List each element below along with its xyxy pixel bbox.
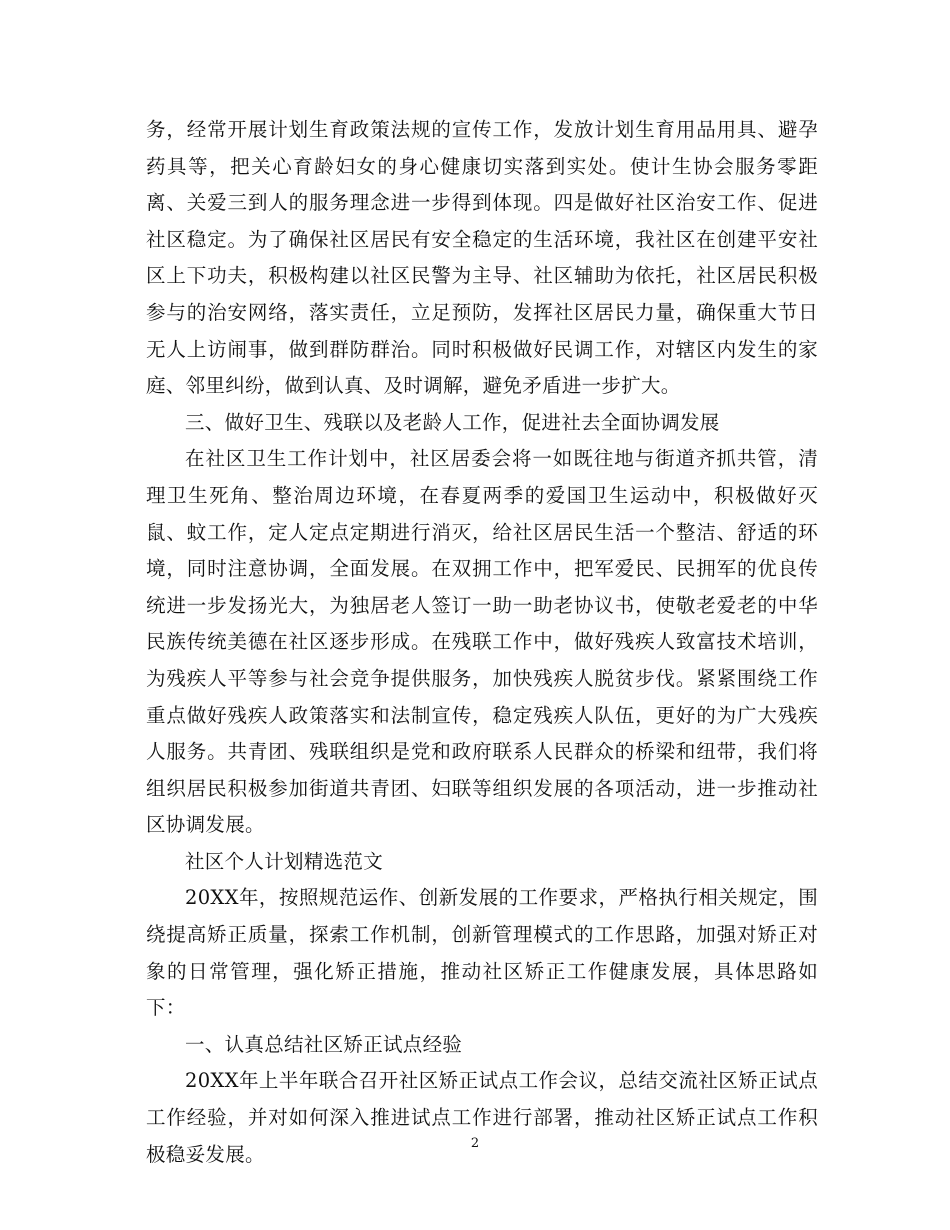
section-heading-one: 一、认真总结社区矫正试点经验 bbox=[185, 1032, 463, 1056]
document-body bbox=[146, 112, 818, 1173]
section-heading-three: 三、做好卫生、残联以及老龄人工作，促进社去全面协调发展 bbox=[185, 410, 720, 434]
article-title: 社区个人计划精选范文 bbox=[185, 849, 384, 873]
paragraph-continuation: 务，经常开展计划生育政策法规的宣传工作，发放计划生育用品用具、避孕药具等，把关心育龄妇女的身心健康切实落到实处。使计生协会服务零距离、关爱三到人的服务理念进一步得到体现。四是做好社区治安工作、促进社区稳定。为了确保社区居民有安全稳定的生活环境，我社区在创建平安社区上下功夫，积极构建以社区民警为主导、社区辅助为依托，社区居民积极参与的治安网络，落实责任，立足预防，发挥社区居民力量，确保重大节日无人上访闹事，做到群防群治。同时积极做好民调工作，对辖区内发生的家庭、邻里纠纷，做到认真、及时调解，避免矛盾进一步扩大。 bbox=[146, 118, 818, 398]
paragraph-pilot-meeting: 20XX年上半年联合召开社区矫正试点工作会议，总结交流社区矫正试点工作经验，并对如何深入推进试点工作进行部署，推动社区矫正试点工作积极稳妥发展。 bbox=[146, 1069, 818, 1166]
page-number: 2 bbox=[470, 1136, 480, 1151]
paragraph-intro: 20XX年，按照规范运作、创新发展的工作要求，严格执行相关规定，围绕提高矫正质量，探索工作机制，创新管理模式的工作思路，加强对矫正对象的日常管理，强化矫正措施，推动社区矫正工作健康发展，具体思路如下： bbox=[146, 886, 818, 1020]
paragraph-health-work: 在社区卫生工作计划中，社区居委会将一如既往地与街道齐抓共管，清理卫生死角、整治周边环境，在春夏两季的爱国卫生运动中，积极做好灭鼠、蚊工作，定人定点定期进行消灭，给社区居民生活一个整洁、舒适的环境，同时注意协调，全面发展。在双拥工作中，把军爱民、民拥军的优良传统进一步发扬光大，为独居老人签订一助一助老协议书，使敬老爱老的中华民族传统美德在社区逐步形成。在残联工作中，做好残疾人致富技术培训，为残疾人平等参与社会竞争提供服务，加快残疾人脱贫步伐。紧紧围绕工作重点做好残疾人政策落实和法制宣传，稳定残疾人队伍，更好的为广大残疾人服务。共青团、残联组织是党和政府联系人民群众的桥梁和纽带，我们将组织居民积极参加街道共青团、妇联等组织发展的各项活动，进一步推动社区协调发展。 bbox=[146, 447, 818, 837]
